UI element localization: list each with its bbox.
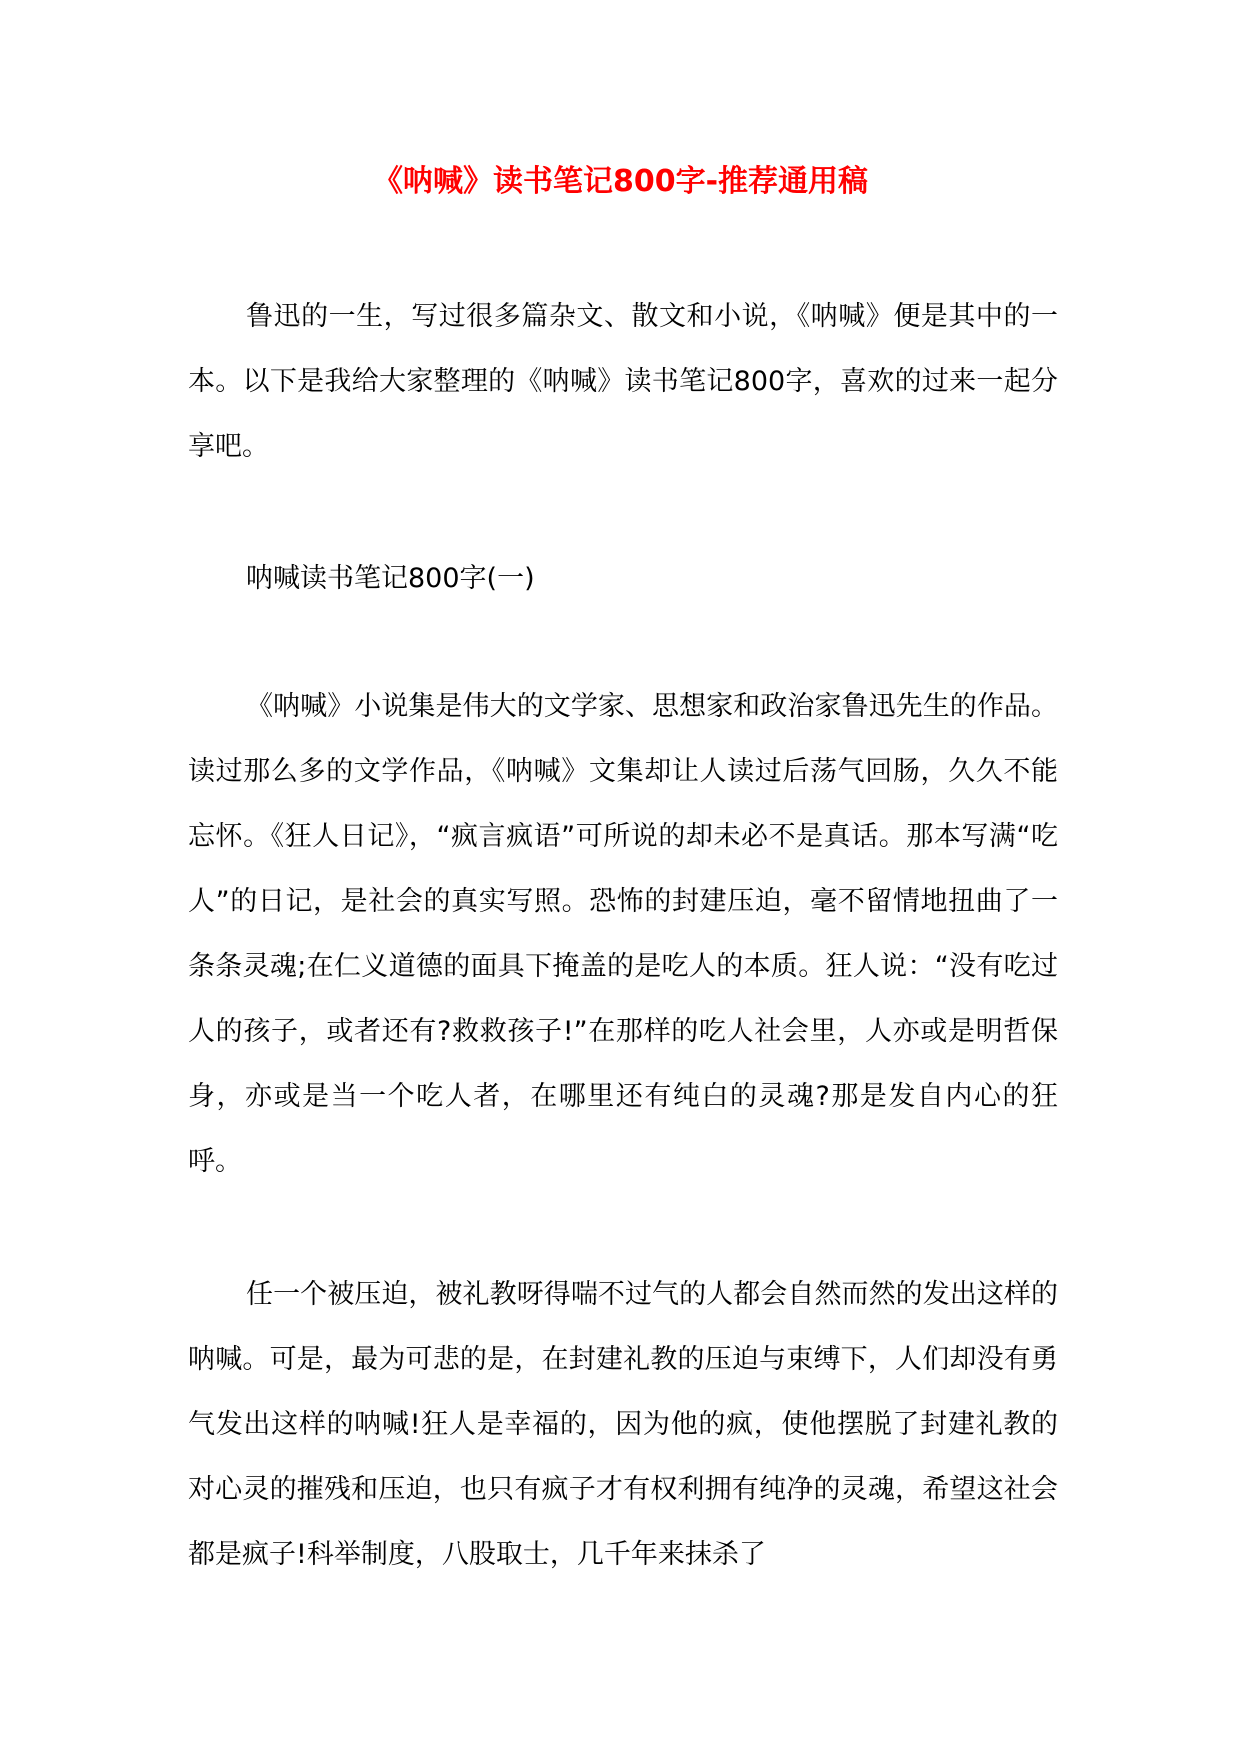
body-paragraph-2: 任一个被压迫，被礼教呀得喘不过气的人都会自然而然的发出这样的呐喊。可是，最为可悲的是，在封建礼教的压迫与束缚下，人们却没有勇气发出这样的呐喊!狂人是幸福的，因为他的疯，使他摆脱了封建礼教的对心灵的摧残和压迫，也只有疯子才有权利拥有纯净的灵魂，希望这社会都是疯子!科举制度，八股取士，几千年来抹杀了 (188, 1279, 1058, 1570)
document-title: 《呐喊》读书笔记800字-推荐通用稿 (372, 164, 869, 199)
section-heading: 呐喊读书笔记800字(一) (246, 563, 535, 594)
body-paragraph-1: 《呐喊》小说集是伟大的文学家、思想家和政治家鲁迅先生的作品。读过那么多的文学作品，《呐喊》文集却让人读过后荡气回肠，久久不能忘怀。《狂人日记》，“疯言疯语”可所说的却未必不是真话。那本写满“吃人”的日记，是社会的真实写照。恐怖的封建压迫，毫不留情地扭曲了一条条灵魂;在仁义道德的面具下掩盖的是吃人的本质。狂人说：“没有吃过人的孩子，或者还有?救救孩子!”在那样的吃人社会里，人亦或是明哲保身，亦或是当一个吃人者，在哪里还有纯白的灵魂?那是发自内心的狂呼。 (188, 691, 1058, 1177)
intro-paragraph: 鲁迅的一生，写过很多篇杂文、散文和小说，《呐喊》便是其中的一本。以下是我给大家整理的《呐喊》读书笔记800字，喜欢的过来一起分享吧。 (188, 301, 1058, 462)
